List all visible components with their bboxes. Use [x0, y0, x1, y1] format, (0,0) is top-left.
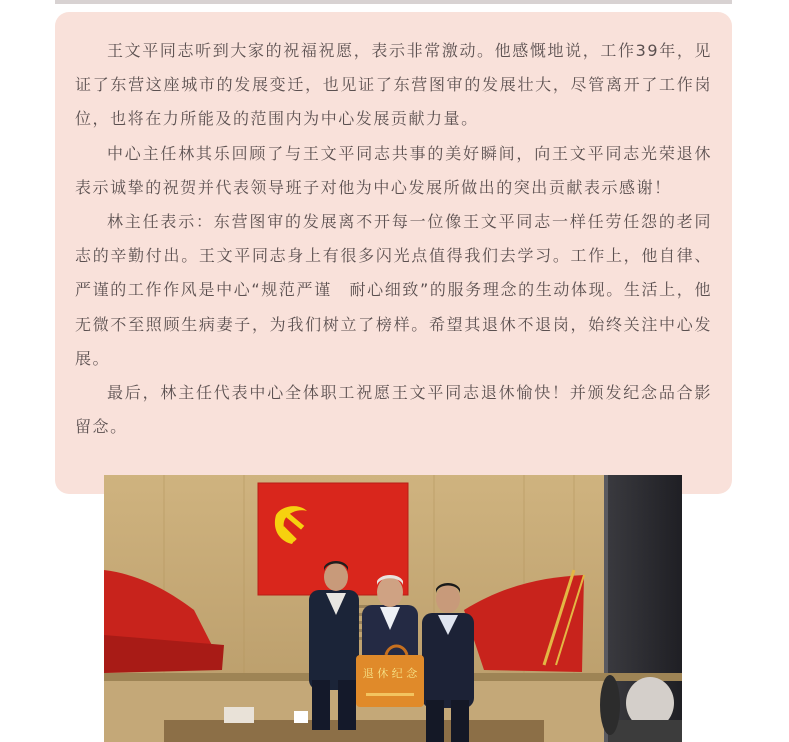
table-cup: [294, 711, 308, 723]
article-paragraph: 王文平同志听到大家的祝福祝愿，表示非常激动。他感慨地说，工作39年，见证了东营这座城市的发展变迁，也见证了东营图审的发展壮大，尽管离开了工作岗位，也将在力所能及的范围内为中心发展贡献力量。: [75, 41, 712, 129]
photo-illustration: [104, 475, 682, 742]
retirement-ceremony-photo: [104, 475, 682, 742]
article-paragraph: 林主任表示：东营图审的发展离不开每一位像王文平同志一样任劳任怨的老同志的辛勤付出。王文平同志身上有很多闪光点值得我们去学习。工作上，他自律、严谨的工作作风是中心“规范严谨 耐心细致”的服务理念的生动体现。生活上，他无微不至照顾生病妻子，为我们树立了榜样。希望其退休不退岗，始终关注中心发展。: [75, 212, 712, 368]
table-item: [224, 707, 254, 723]
article-text-card: [55, 12, 732, 494]
article-paragraph: 最后，林主任代表中心全体职工祝愿王文平同志退休愉快！并颁发纪念品合影留念。: [75, 383, 712, 437]
article-paragraph: 中心主任林其乐回顾了与王文平同志共事的美好瞬间，向王文平同志光荣退休表示诚挚的祝贺并代表领导班子对他为中心发展所做出的突出贡献表示感谢！: [75, 143, 712, 197]
commemorative-gift-bag: [356, 646, 424, 707]
gift-bag-label: 退 休 纪 念: [362, 667, 418, 680]
top-divider: [55, 0, 732, 4]
